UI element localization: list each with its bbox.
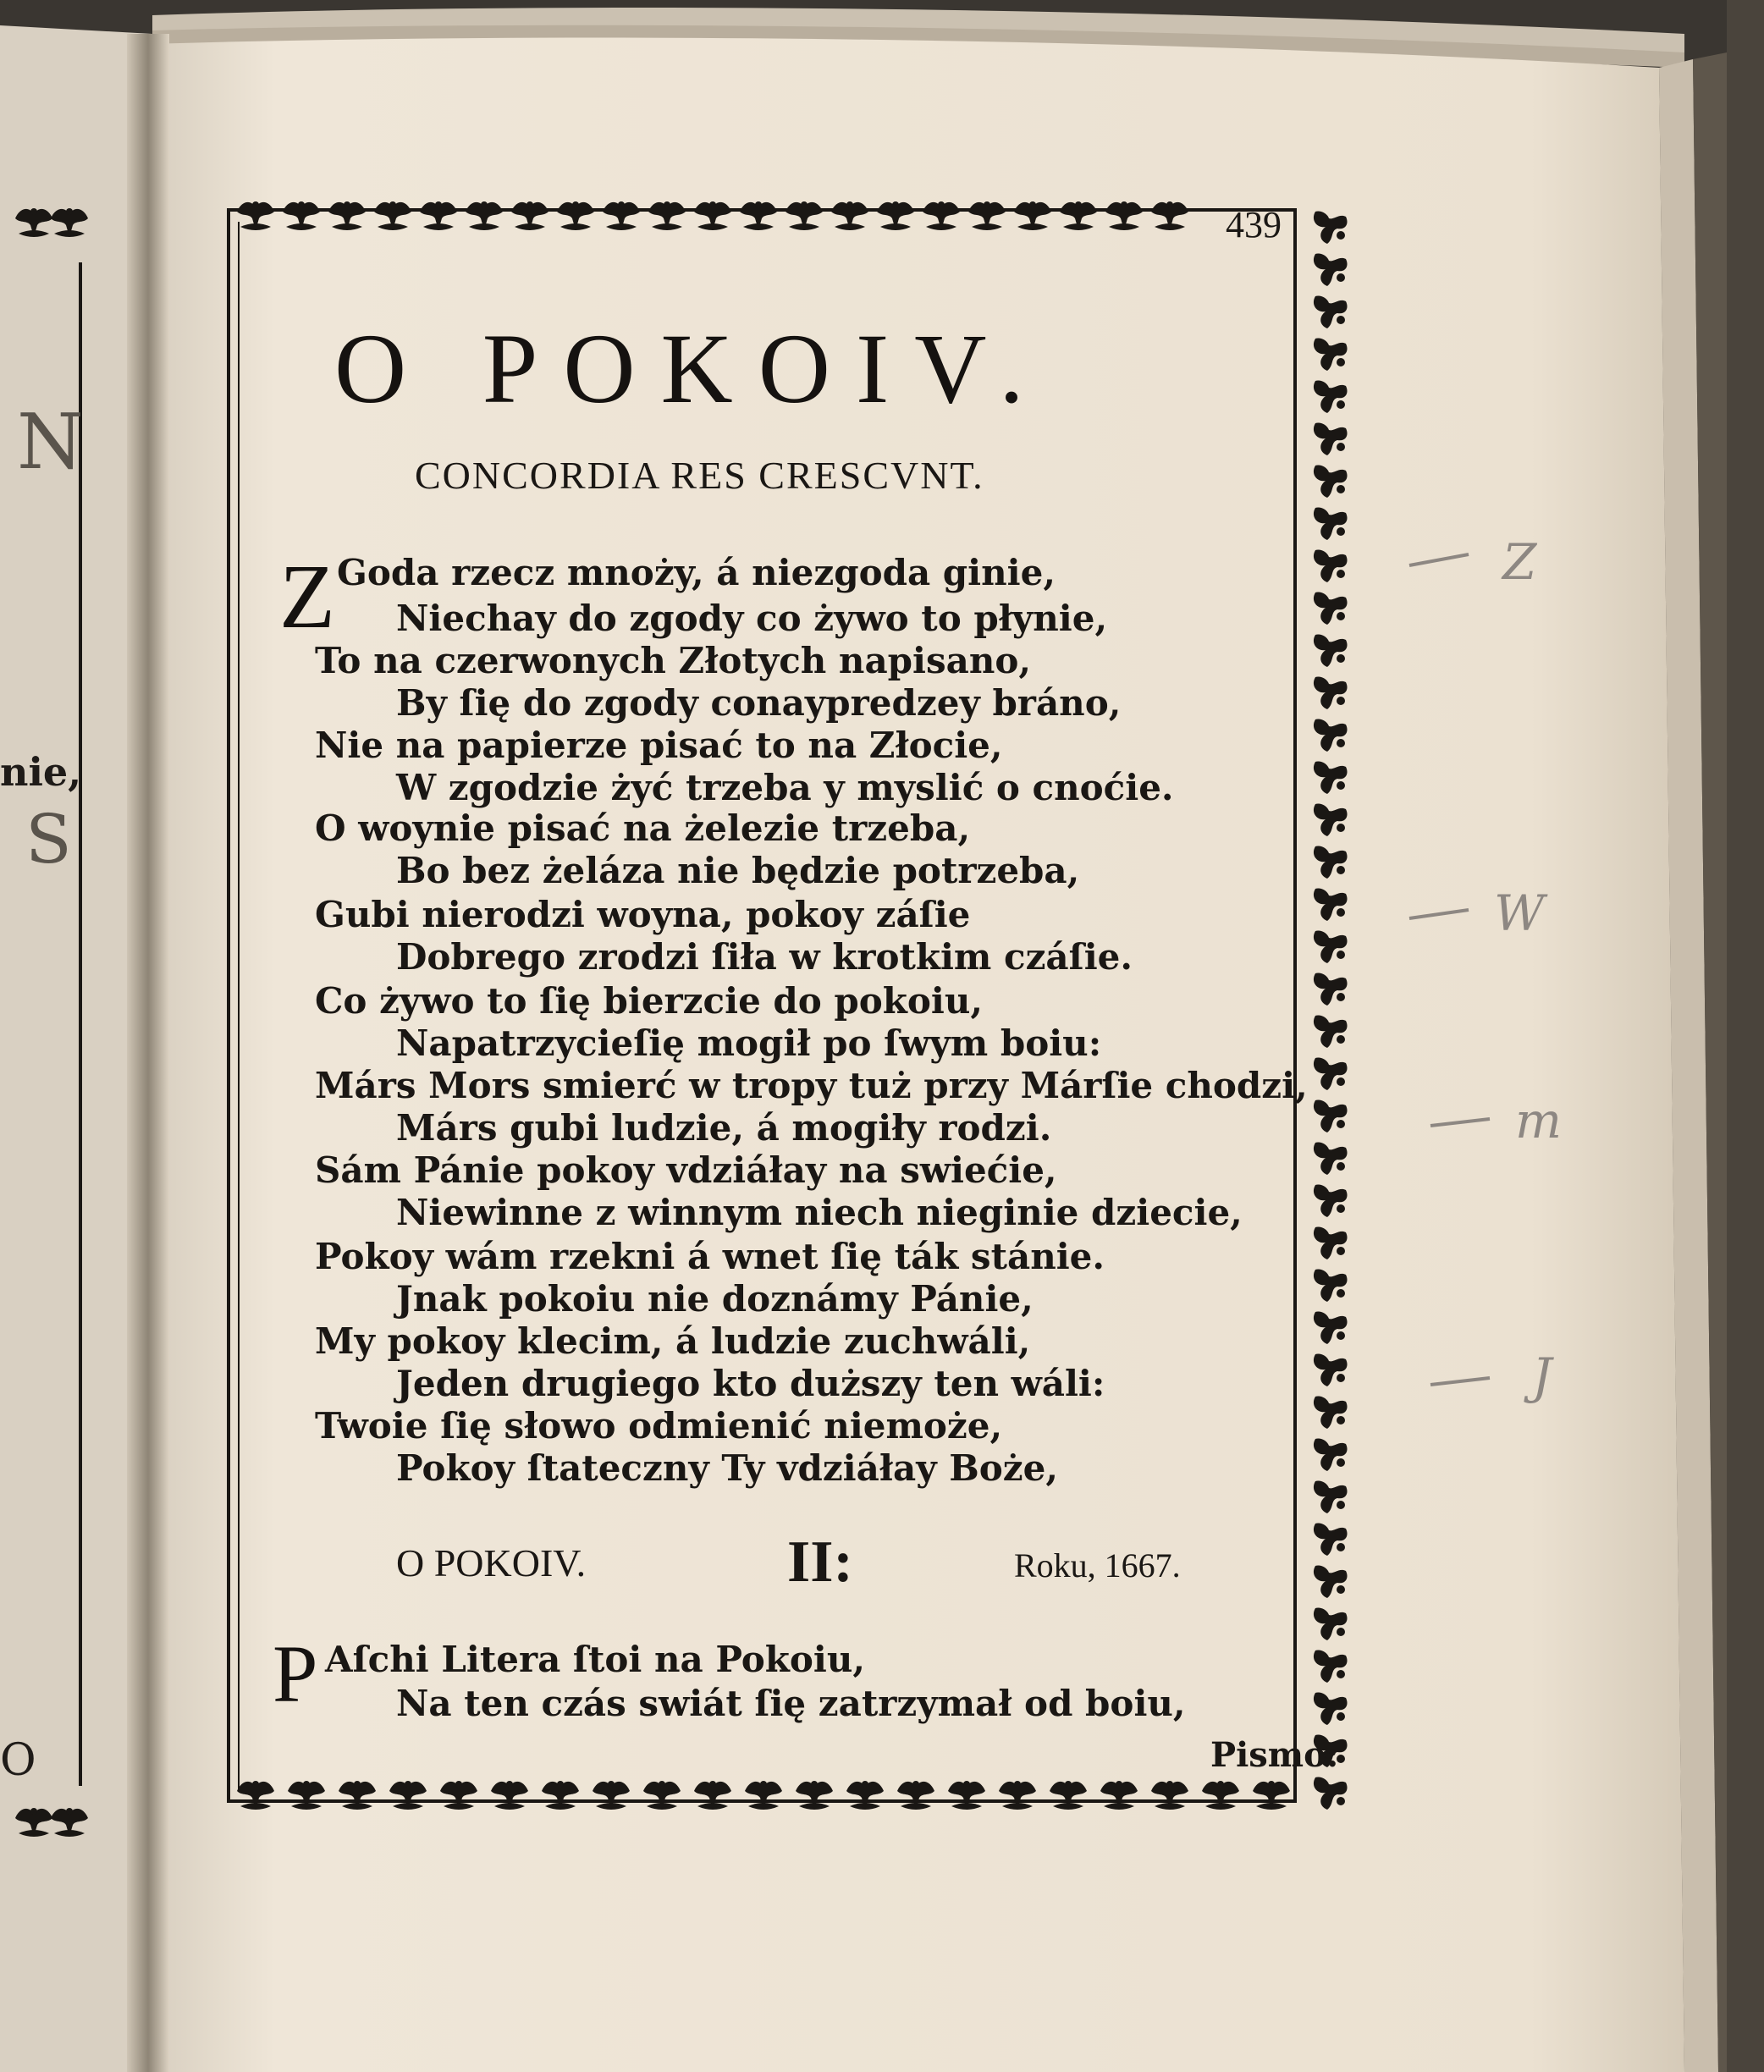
verse-line: Napatrzycieſię mogił po ſwym boiu:: [396, 1022, 1102, 1064]
section-numeral: II:: [787, 1529, 853, 1595]
verse-line: By ſię do zgody conaypredzey bráno,: [396, 682, 1122, 724]
drop-initial: Z: [279, 547, 335, 648]
left-page-fragment: N: [17, 398, 84, 487]
verse-line: Niechay do zgody co żywo to płynie,: [396, 598, 1108, 639]
section-year: Roku, 1667.: [1014, 1546, 1181, 1584]
verse-line: Niewinne z winnym niech nieginie dziecie,: [396, 1192, 1243, 1233]
verse-line: O woynie pisać na żelezie trzeba,: [315, 807, 971, 849]
left-page-fragment: nie,: [0, 749, 82, 795]
verse-line: Pokoy wám rzekni á wnet ſię ták stánie.: [315, 1236, 1105, 1277]
verse-line: Jnak pokoiu nie doznámy Pánie,: [396, 1278, 1034, 1320]
verse-line: Sám Pánie pokoy vdziáłay na swiećie,: [315, 1149, 1057, 1191]
margin-note: Z: [1502, 533, 1537, 591]
margin-note: m: [1515, 1092, 1562, 1149]
margin-note: J: [1532, 1347, 1552, 1405]
verse-line: Aſchi Litera ſtoi na Pokoiu,: [325, 1639, 866, 1680]
verse-line: To na czerwonych Złotych napisano,: [315, 640, 1032, 681]
verse-line: Pokoy ſtateczny Ty vdziáłay Boże,: [396, 1447, 1058, 1489]
page-number: 439: [1226, 204, 1282, 245]
verse-line: Jeden drugiego kto duższy ten wáli:: [396, 1363, 1105, 1404]
margin-note: W: [1494, 884, 1545, 942]
verse-line: Na ten czás swiát ſię zatrzymał od boiu,: [396, 1683, 1186, 1724]
verse-line: Bo bez żeláza nie będzie potrzeba,: [396, 850, 1080, 891]
verse-line: Goda rzecz mnoży, á niezgoda ginie,: [337, 552, 1056, 593]
verse-line: Co żywo to ſię bierzcie do pokoiu,: [315, 980, 984, 1022]
drop-initial: P: [273, 1628, 318, 1719]
verse-line: Gubi nierodzi woyna, pokoy záſie: [315, 894, 971, 935]
left-page-fragment: S: [25, 800, 72, 879]
verse-line: Dobrego zrodzi ſiła w krotkim czáſie.: [396, 936, 1133, 978]
section-title: O POKOIV.: [396, 1541, 587, 1584]
verse-line: Márs Mors smierć w tropy tuż przy Márſie chodzi,: [315, 1065, 1308, 1106]
motto: CONCORDIA RES CRESCVNT.: [415, 454, 984, 497]
verse-line: My pokoy klecim, á ludzie zuchwáli,: [315, 1320, 1031, 1362]
left-page-fragment: O: [0, 1735, 36, 1786]
catchword: Pismo:: [1210, 1735, 1339, 1775]
verse-line: Twoie ſię słowo odmienić niemoże,: [315, 1405, 1003, 1447]
verse-line: Márs gubi ludzie, á mogiły rodzi.: [396, 1107, 1052, 1149]
verse-line: Nie na papierze pisać to na Złocie,: [315, 725, 1003, 766]
page-title: O POKOIV.: [334, 313, 1050, 424]
verse-line: W zgodzie żyć trzeba y myslić o cnoćie.: [396, 767, 1174, 808]
